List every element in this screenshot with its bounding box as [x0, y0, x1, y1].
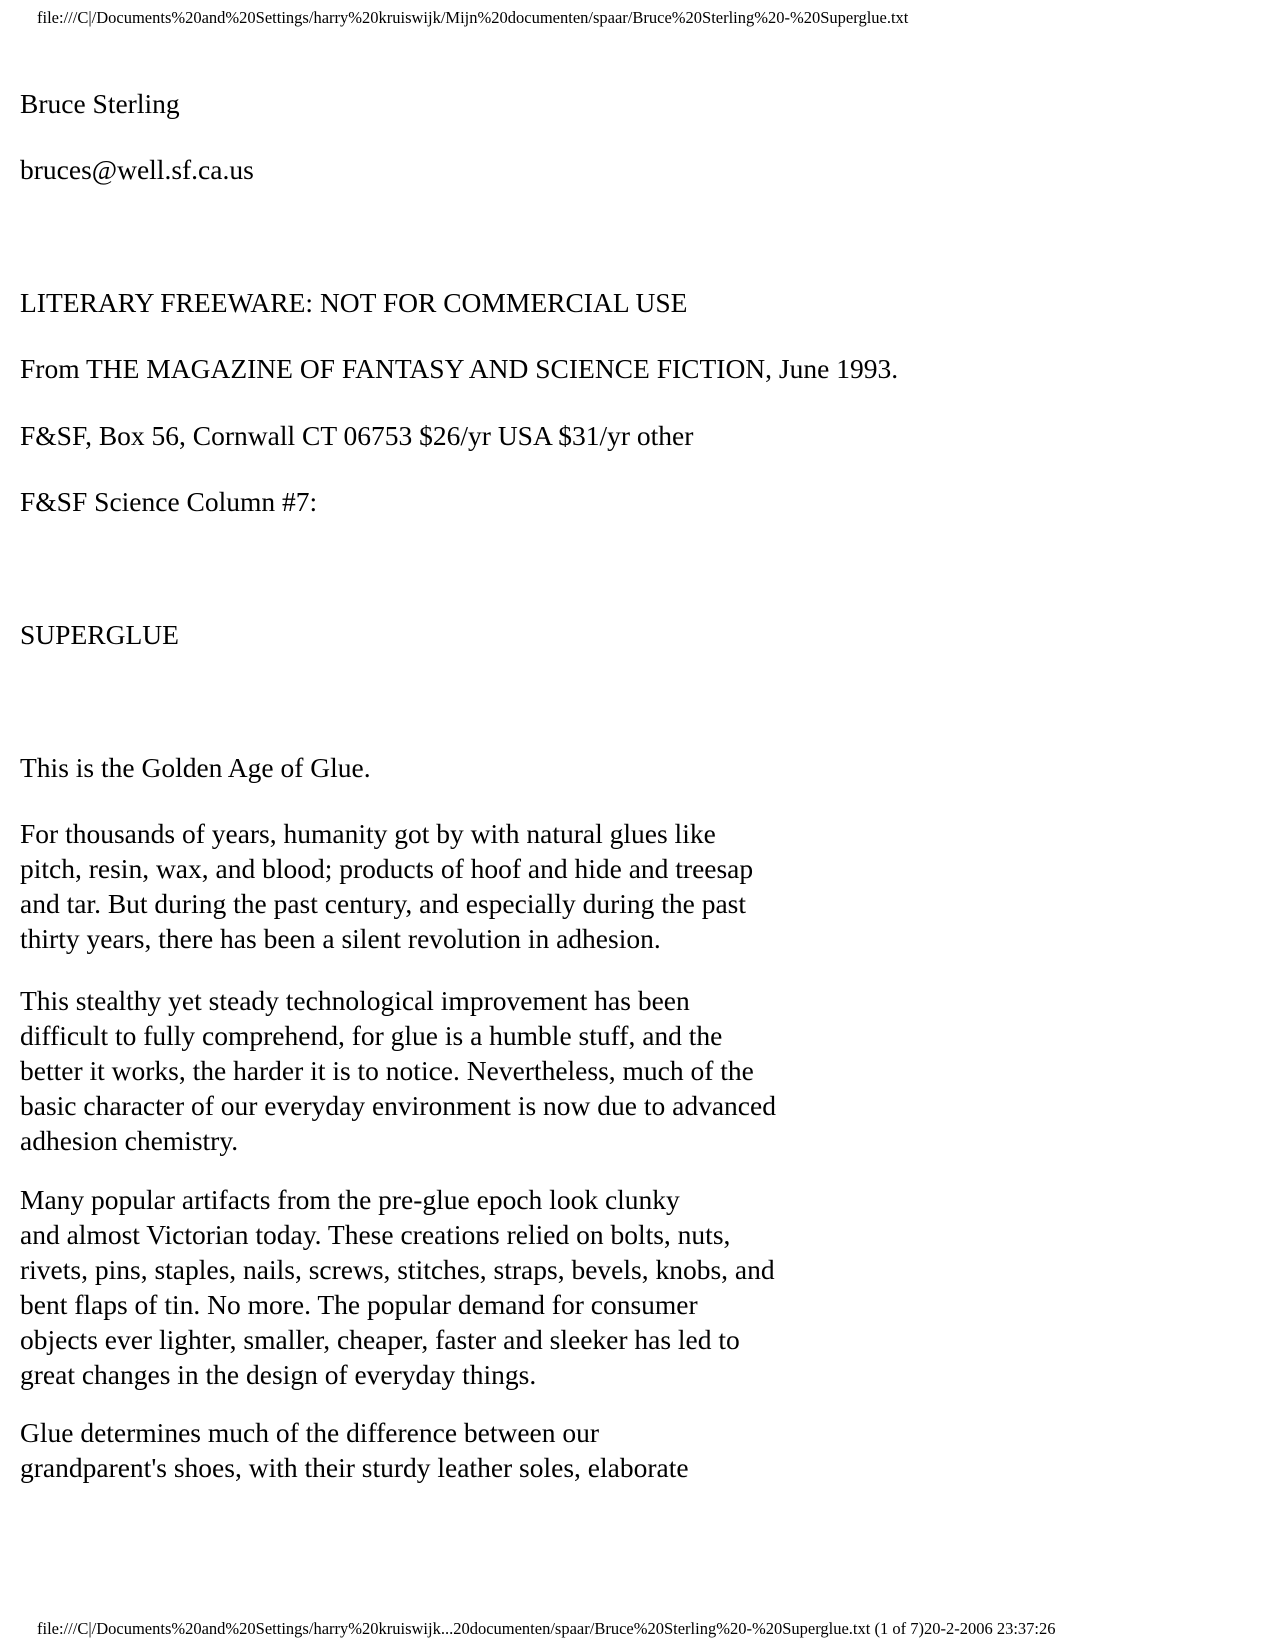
author-email: bruces@well.sf.ca.us [20, 154, 254, 185]
paragraph-line: For thousands of years, humanity got by with natural glues like [20, 818, 716, 849]
paragraph-3 [20, 1182, 775, 1392]
paragraph-line: grandparent's shoes, with their sturdy leather soles, elaborate [20, 1452, 689, 1483]
paragraph-4 [20, 1415, 689, 1485]
source-line: From THE MAGAZINE OF FANTASY AND SCIENCE FICTION, June 1993. [20, 353, 899, 384]
paragraph-line: Many popular artifacts from the pre-glue epoch look clunky [20, 1184, 680, 1215]
author-name: Bruce Sterling [20, 88, 180, 119]
paragraph-line: adhesion chemistry. [20, 1125, 239, 1156]
paragraph-line: Glue determines much of the difference between our [20, 1417, 600, 1448]
intro-sentence: This is the Golden Age of Glue. [20, 752, 371, 783]
paragraph-line: and almost Victorian today. These creations relied on bolts, nuts, [20, 1219, 731, 1250]
column-label: F&SF Science Column #7: [20, 486, 318, 517]
paragraph-line: This stealthy yet steady technological improvement has been [20, 985, 690, 1016]
license-notice: LITERARY FREEWARE: NOT FOR COMMERCIAL USE [20, 287, 688, 318]
paragraph-line: difficult to fully comprehend, for glue is a humble stuff, and the [20, 1020, 723, 1051]
paragraph-line: better it works, the harder it is to notice. Nevertheless, much of the [20, 1055, 754, 1086]
paragraph-line: bent flaps of tin. No more. The popular demand for consumer [20, 1289, 698, 1320]
paragraph-1 [20, 816, 753, 956]
paragraph-line: basic character of our everyday environment is now due to advanced [20, 1090, 776, 1121]
paragraph-2 [20, 983, 776, 1158]
paragraph-line: thirty years, there has been a silent revolution in adhesion. [20, 923, 661, 954]
paragraph-line: pitch, resin, wax, and blood; products of hoof and hide and treesap [20, 853, 754, 884]
article-title: SUPERGLUE [20, 619, 179, 650]
paragraph-line: rivets, pins, staples, nails, screws, stitches, straps, bevels, knobs, and [20, 1254, 775, 1285]
paragraph-line: objects ever lighter, smaller, cheaper, faster and sleeker has led to [20, 1324, 740, 1355]
header-file-url: file:///C|/Documents%20and%20Settings/harry%20kruiswijk/Mijn%20documenten/spaar/Bruce%20Sterling%20-%20Superglue.txt [37, 8, 909, 27]
paragraph-line: great changes in the design of everyday things. [20, 1359, 537, 1390]
subscription-address: F&SF, Box 56, Cornwall CT 06753 $26/yr USA $31/yr other [20, 420, 694, 451]
footer-file-info: file:///C|/Documents%20and%20Settings/harry%20kruiswijk...20documenten/spaar/Bruce%20Sterling%20-%20Superglue.txt (1 of 7)20-2-2006 23:37:26 [37, 1619, 1056, 1638]
paragraph-line: and tar. But during the past century, and especially during the past [20, 888, 747, 919]
